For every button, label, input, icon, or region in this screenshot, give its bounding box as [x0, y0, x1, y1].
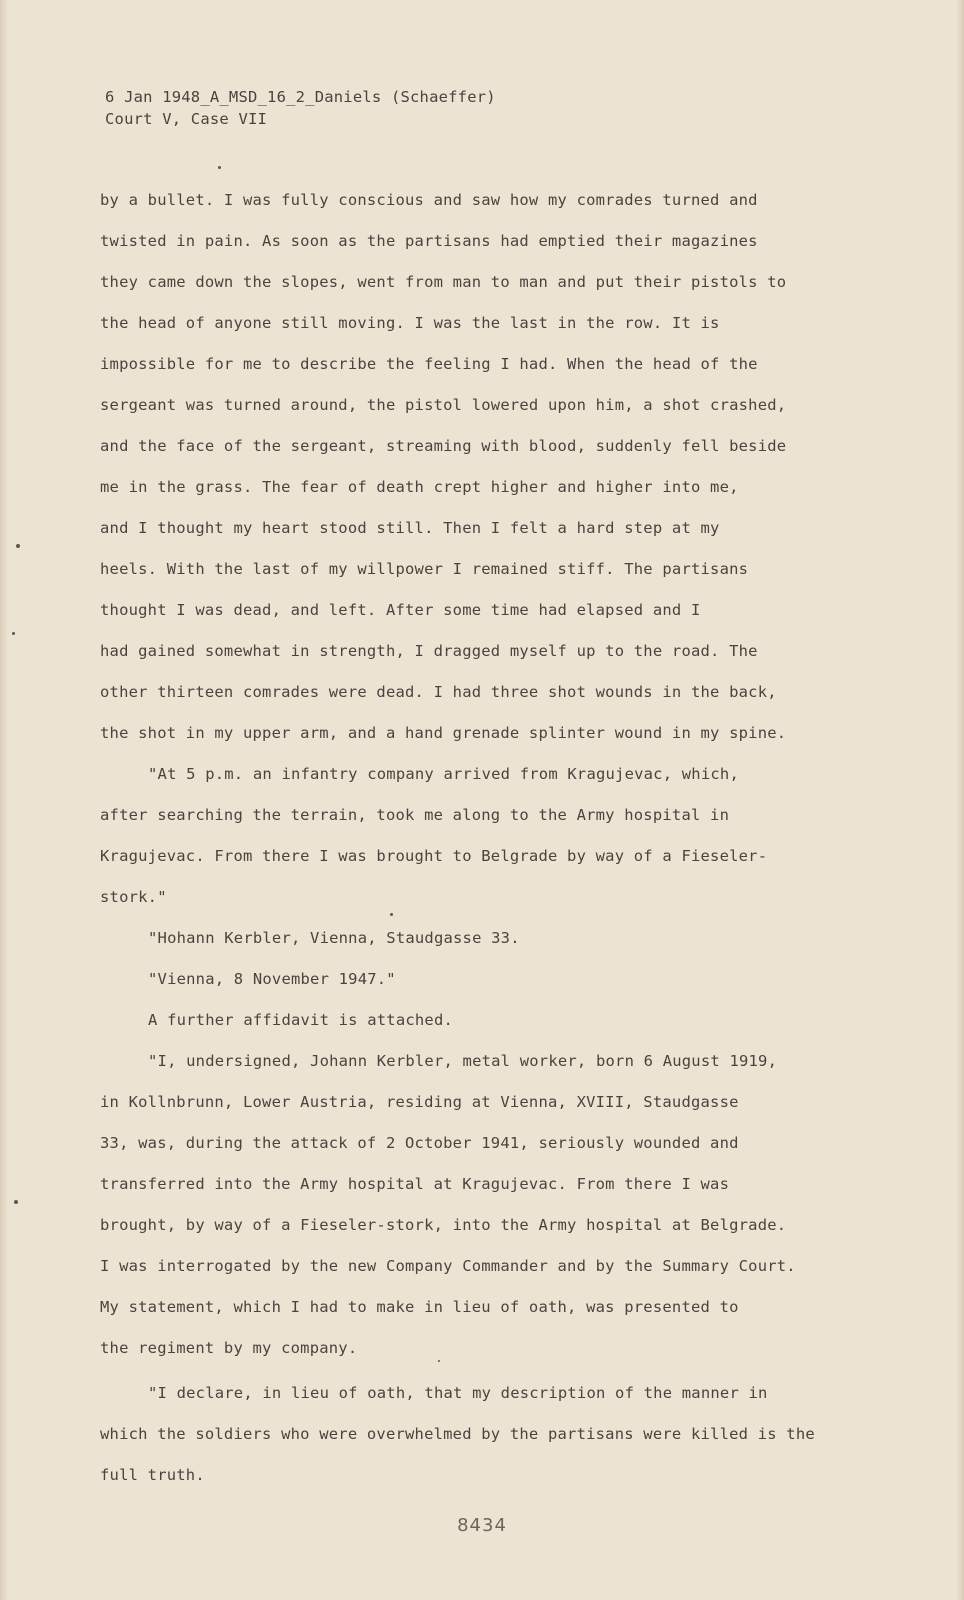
- header-court-case: Court V, Case VII: [105, 110, 268, 128]
- document-body: [100, 186, 860, 1502]
- text-line: had gained somewhat in strength, I dragged myself up to the road. The: [100, 642, 758, 660]
- text-line: other thirteen comrades were dead. I had three shot wounds in the back,: [100, 683, 777, 701]
- text-line: full truth.: [100, 1466, 205, 1484]
- text-line: and the face of the sergeant, streaming with blood, suddenly fell beside: [100, 437, 787, 455]
- text-line: the head of anyone still moving. I was the last in the row. It is: [100, 314, 720, 332]
- text-line: in Kollnbrunn, Lower Austria, residing at Vienna, XVIII, Staudgasse: [100, 1093, 739, 1111]
- text-line: "Hohann Kerbler, Vienna, Staudgasse 33.: [148, 929, 520, 947]
- text-line: stork.": [100, 888, 167, 906]
- text-line: "I, undersigned, Johann Kerbler, metal worker, born 6 August 1919,: [148, 1052, 778, 1070]
- text-line: thought I was dead, and left. After some time had elapsed and I: [100, 601, 701, 619]
- text-line: I was interrogated by the new Company Commander and by the Summary Court.: [100, 1257, 796, 1275]
- header-reference: 6 Jan 1948_A_MSD_16_2_Daniels (Schaeffer): [105, 88, 496, 106]
- text-line: they came down the slopes, went from man to man and put their pistols to: [100, 273, 787, 291]
- text-line: transferred into the Army hospital at Kragujevac. From there I was: [100, 1175, 730, 1193]
- text-line: the regiment by my company.: [100, 1339, 358, 1357]
- text-line: which the soldiers who were overwhelmed by the partisans were killed is the: [100, 1425, 815, 1443]
- page-edge-left: [0, 0, 8, 1600]
- text-line: after searching the terrain, took me along to the Army hospital in: [100, 806, 730, 824]
- text-line: the shot in my upper arm, and a hand grenade splinter wound in my spine.: [100, 724, 787, 742]
- text-line: "Vienna, 8 November 1947.": [148, 970, 396, 988]
- text-line: by a bullet. I was fully conscious and saw how my comrades turned and: [100, 191, 758, 209]
- paper-speck: [14, 1200, 18, 1204]
- text-line: 33, was, during the attack of 2 October 1941, seriously wounded and: [100, 1134, 739, 1152]
- text-line: and I thought my heart stood still. Then I felt a hard step at my: [100, 519, 720, 537]
- paper-speck: [12, 632, 15, 635]
- text-line: "At 5 p.m. an infantry company arrived from Kragujevac, which,: [148, 765, 739, 783]
- text-line: sergeant was turned around, the pistol lowered upon him, a shot crashed,: [100, 396, 787, 414]
- text-line: brought, by way of a Fieseler-stork, into the Army hospital at Belgrade.: [100, 1216, 787, 1234]
- paper-speck: [218, 166, 221, 169]
- text-line: "I declare, in lieu of oath, that my description of the manner in: [148, 1384, 768, 1402]
- text-line: impossible for me to describe the feeling I had. When the head of the: [100, 355, 758, 373]
- paper-speck: [390, 913, 393, 916]
- text-line: twisted in pain. As soon as the partisans had emptied their magazines: [100, 232, 758, 250]
- text-line: My statement, which I had to make in lieu of oath, was presented to: [100, 1298, 739, 1316]
- paper-speck: [16, 544, 20, 548]
- text-line: A further affidavit is attached.: [148, 1011, 454, 1029]
- page-number: 8434: [457, 1515, 507, 1536]
- text-line: me in the grass. The fear of death crept higher and higher into me,: [100, 478, 739, 496]
- document-header: [105, 86, 496, 130]
- page-edge-right: [956, 0, 964, 1600]
- text-line: heels. With the last of my willpower I remained stiff. The partisans: [100, 560, 749, 578]
- text-line: Kragujevac. From there I was brought to Belgrade by way of a Fieseler-: [100, 847, 768, 865]
- paper-speck: [438, 1360, 440, 1362]
